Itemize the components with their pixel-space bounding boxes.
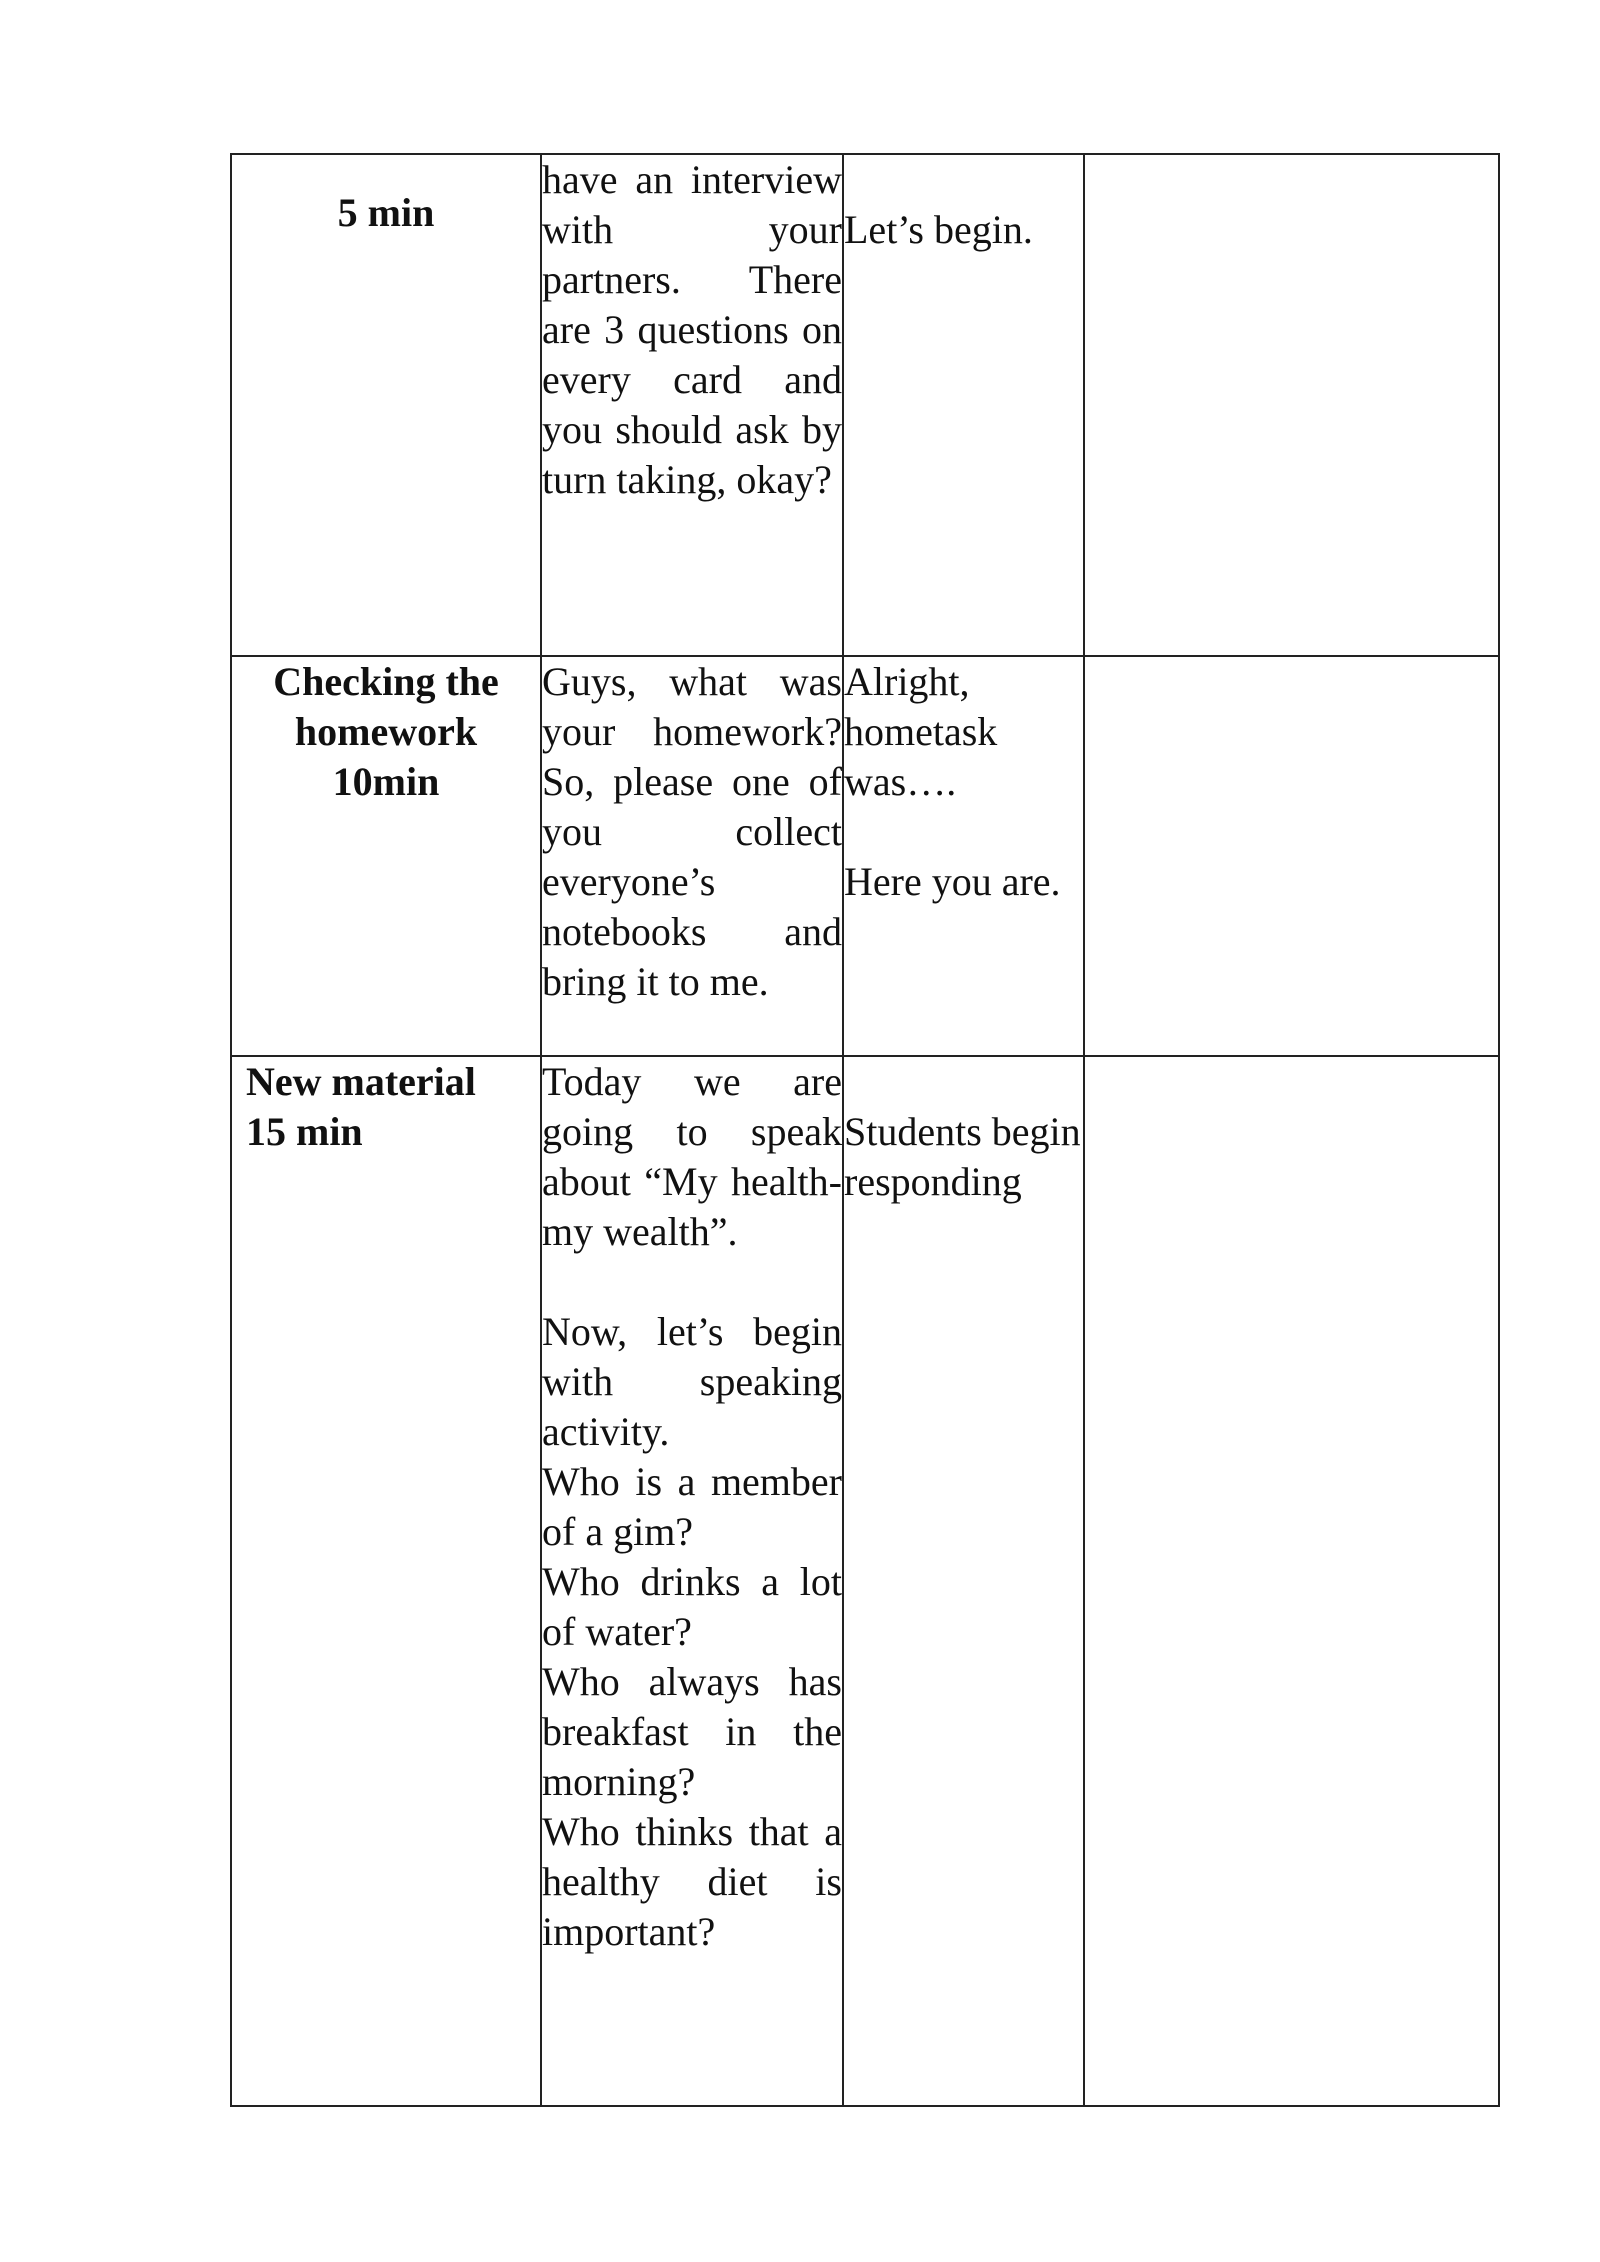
teacher-activity-cell <box>541 154 843 656</box>
stage-text: Checking the homework <box>273 659 499 754</box>
teacher-text: Today we are going to speak about “My health-my wealth”. <box>542 1059 842 1254</box>
notes-cell <box>1084 1056 1499 2106</box>
stage-text: 5 min <box>337 190 435 235</box>
stage-cell <box>231 154 541 656</box>
teacher-text: Guys, what was your homework? So, please one of you collect everyone’s notebooks and bring it to me. <box>542 659 842 1004</box>
student-text: Let’s begin. <box>844 207 1033 252</box>
teacher-text: Who always has breakfast in the morning? <box>542 1659 842 1804</box>
teacher-activity-cell <box>541 656 843 1056</box>
teacher-text: Who is a member of a gim? <box>542 1459 842 1554</box>
student-text: Students begin responding <box>844 1109 1081 1204</box>
teacher-text: Who drinks a lot of water? <box>542 1559 842 1654</box>
teacher-activity-cell <box>541 1056 843 2106</box>
stage-cell <box>231 656 541 1056</box>
student-text: Here you are. <box>844 859 1061 904</box>
teacher-text: Now, let’s begin with speaking activity. <box>542 1309 842 1454</box>
stage-time: 15 min <box>246 1109 363 1154</box>
table-row <box>231 1056 1499 2106</box>
stage-cell <box>231 1056 541 2106</box>
stage-text: New material <box>246 1059 476 1104</box>
student-activity-cell <box>843 1056 1084 2106</box>
lesson-plan-table <box>230 153 1500 2107</box>
student-activity-cell <box>843 154 1084 656</box>
teacher-text: Who thinks that a healthy diet is important? <box>542 1809 842 1954</box>
table-row <box>231 154 1499 656</box>
table-row <box>231 656 1499 1056</box>
student-activity-cell <box>843 656 1084 1056</box>
stage-time: 10min <box>332 759 440 804</box>
student-text: Alright, hometask was…. <box>844 659 998 804</box>
teacher-text: have an interview with your partners. There are 3 questions on every card and you should ask by turn taking, okay? <box>542 157 842 502</box>
notes-cell <box>1084 154 1499 656</box>
notes-cell <box>1084 656 1499 1056</box>
